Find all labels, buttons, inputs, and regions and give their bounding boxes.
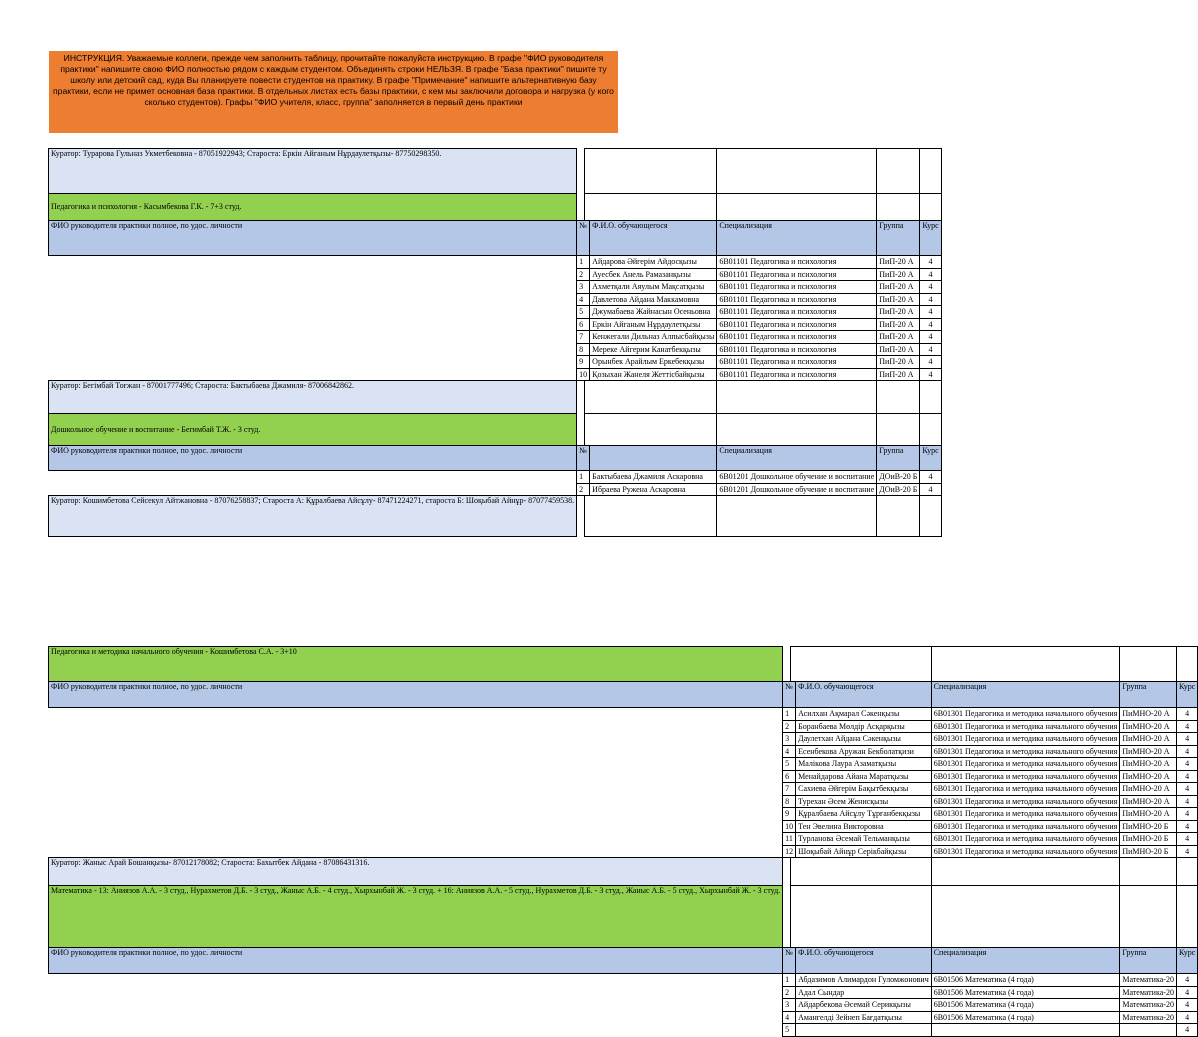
program-cell: Педагогика и методика начального обучения - Кошимбетова С.А. - 3+10 bbox=[49, 647, 783, 682]
program-cell: Математика - 13: Аниязов А.А. - 3 студ., Нурахметов Д.Б. - 3 студ., Жаныс А.Б. - 4 студ., Хырхынбай Ж. - 3 студ. + 16: Аниязов А.А. - 5 студ., Нурахметов Д.Б. - 3 студ., Жаныс А.Б. - 5 студ., Хырхынбай Ж. - 3 студ. bbox=[49, 886, 783, 948]
row-number: 5 bbox=[577, 306, 590, 319]
student-name: Есенбекова Аружан Бекболатқизи bbox=[796, 745, 932, 758]
student-name: Менайдарова Айана Маратқызы bbox=[796, 770, 932, 783]
table-row bbox=[49, 795, 1198, 808]
lead-cell bbox=[49, 770, 783, 783]
course: 4 bbox=[920, 318, 941, 331]
student-name: Айдарбекова Әсемай Серикқызы bbox=[796, 999, 932, 1012]
lead-cell bbox=[49, 483, 577, 496]
table-row bbox=[49, 845, 1198, 858]
group: ПиП-20 А bbox=[877, 281, 920, 294]
lead-cell bbox=[49, 293, 577, 306]
instruction-text: ИНСТРУКЦИЯ. Уважаемые коллеги, прежде чем заполнить таблицу, прочитайте пожалуйста инструкцию. В графе "ФИО руководителя практики" напишите свою ФИО полностью рядом с каждым студентом. Объединять строки НЕЛЬЗЯ. В графе "База практики" пишите ту школу или детский сад, куда Вы планируете повести студентов на практику. В графе "Примечание" напишите альтернативную базу практики, если не примет основная база практики. В отдельных листах есть базы практики, с кем мы заключили договора и нагрузка (у кого сколько студентов). Графы "ФИО учителя, класс, группа" заполняется в первый день практики bbox=[53, 53, 614, 107]
lead-cell bbox=[49, 331, 577, 344]
group: ДОиВ-20 Б bbox=[877, 471, 920, 484]
table-row bbox=[49, 293, 942, 306]
instruction-banner bbox=[49, 51, 618, 133]
student-name: Еркін Айганым Нұрдаулетқызы bbox=[590, 318, 717, 331]
student-name: Айдарова Әйгерім Айдосқызы bbox=[590, 256, 717, 269]
course: 4 bbox=[1176, 1024, 1197, 1037]
specialization: 6В01301 Педагогика и методика начального обучения bbox=[931, 833, 1120, 846]
table-row bbox=[49, 368, 942, 381]
lead-cell bbox=[49, 845, 783, 858]
group: ПиП-20 А bbox=[877, 356, 920, 369]
header-spec: Специализация bbox=[717, 221, 877, 256]
header-fio-lead: ФИО руководителя практики полное, по удос. личности bbox=[49, 446, 577, 471]
table-row bbox=[49, 974, 1198, 987]
lead-cell bbox=[49, 471, 577, 484]
course: 4 bbox=[920, 281, 941, 294]
specialization: 6В01301 Педагогика и методика начального обучения bbox=[931, 795, 1120, 808]
specialization: 6В01101 Педагогика и психология bbox=[717, 306, 877, 319]
row-number: 10 bbox=[783, 820, 796, 833]
header-fio-lead: ФИО руководителя практики полное, по удос. личности bbox=[49, 948, 783, 974]
student-name: Амангелді Зейнеп Бағдатқызы bbox=[796, 1011, 932, 1024]
course: 4 bbox=[920, 268, 941, 281]
lead-cell bbox=[49, 318, 577, 331]
student-name: Ибраева Ружена Аскаровна bbox=[590, 483, 717, 496]
curator-cell: Куратор: Кошимбетова Сейсекул Айтжановна - 87076258837; Староста А: Құралбаева Айсұлу- 87471224271, староста Б: Шоқыбай Айнұр- 87077459538. bbox=[49, 496, 577, 537]
group: Математика-20 bbox=[1120, 974, 1177, 987]
group: ПиП-20 А bbox=[877, 343, 920, 356]
header-num: № bbox=[783, 682, 796, 708]
header-fio-lead: ФИО руководителя практики полное, по удос. личности bbox=[49, 682, 783, 708]
student-name: Малікова Лаура Азаматқызы bbox=[796, 758, 932, 771]
student-name: Орынбек Арайлым Еркебекқызы bbox=[590, 356, 717, 369]
student-name: Ауесбек Анель Рамазанқызы bbox=[590, 268, 717, 281]
specialization: 6В01101 Педагогика и психология bbox=[717, 268, 877, 281]
course: 4 bbox=[1176, 1011, 1197, 1024]
specialization: 6В01201 Дошкольное обучение и воспитание bbox=[717, 471, 877, 484]
lead-cell bbox=[49, 986, 783, 999]
course: 4 bbox=[920, 306, 941, 319]
group: ПиП-20 А bbox=[877, 293, 920, 306]
lead-cell bbox=[49, 343, 577, 356]
table-row bbox=[49, 318, 942, 331]
header-group: Группа bbox=[877, 221, 920, 256]
table-row bbox=[49, 1011, 1198, 1024]
specialization: 6В01101 Педагогика и психология bbox=[717, 343, 877, 356]
student-name: Бактыбаева Джамиля Аскаровна bbox=[590, 471, 717, 484]
table-row bbox=[49, 268, 942, 281]
row-number: 5 bbox=[783, 758, 796, 771]
table-row bbox=[49, 745, 1198, 758]
lead-cell bbox=[49, 745, 783, 758]
specialization: 6В01301 Педагогика и методика начального обучения bbox=[931, 758, 1120, 771]
table-row bbox=[49, 770, 1198, 783]
group: ПиП-20 А bbox=[877, 318, 920, 331]
table-row bbox=[49, 331, 942, 344]
header-student: Ф.И.О. обучающегося bbox=[796, 948, 932, 974]
student-name: Джумабаева Жайнасын Осеньовна bbox=[590, 306, 717, 319]
specialization: 6В01301 Педагогика и методика начального обучения bbox=[931, 770, 1120, 783]
student-name: Қозыхан Жанеля Жеттісбайқызы bbox=[590, 368, 717, 381]
group: ПиМНО-20 Б bbox=[1120, 833, 1177, 846]
student-name: Турланова Әсемай Тельманқызы bbox=[796, 833, 932, 846]
table-row bbox=[49, 999, 1198, 1012]
group: ПиМНО-20 Б bbox=[1120, 820, 1177, 833]
group: ПиМНО-20 А bbox=[1120, 770, 1177, 783]
lead-cell bbox=[49, 974, 783, 987]
header-course: Курс bbox=[920, 221, 941, 256]
curator-cell: Куратор: Бегімбай Тоғжан - 87001777496; Староста: Бактыбаева Джамиля- 87006842862. bbox=[49, 381, 577, 414]
course: 4 bbox=[1176, 745, 1197, 758]
table-row bbox=[49, 833, 1198, 846]
student-name bbox=[796, 1024, 932, 1037]
table-row bbox=[49, 733, 1198, 746]
course: 4 bbox=[1176, 986, 1197, 999]
table-row bbox=[49, 483, 942, 496]
group: ПиМНО-20 А bbox=[1120, 795, 1177, 808]
row-number: 12 bbox=[783, 845, 796, 858]
course: 4 bbox=[1176, 974, 1197, 987]
table-row bbox=[49, 758, 1198, 771]
group: ПиП-20 А bbox=[877, 306, 920, 319]
student-name: Давлетова Айдана Маккамовна bbox=[590, 293, 717, 306]
row-number: 6 bbox=[783, 770, 796, 783]
group: ПиП-20 А bbox=[877, 368, 920, 381]
student-name: Боранбаева Мөлдір Асқарқызы bbox=[796, 720, 932, 733]
specialization: 6В01506 Математика (4 года) bbox=[931, 986, 1120, 999]
header-num: № bbox=[577, 446, 590, 471]
row-number: 1 bbox=[783, 708, 796, 721]
specialization: 6В01301 Педагогика и методика начального обучения bbox=[931, 720, 1120, 733]
row-number: 2 bbox=[577, 268, 590, 281]
course: 4 bbox=[920, 483, 941, 496]
row-number: 3 bbox=[577, 281, 590, 294]
row-number: 4 bbox=[577, 293, 590, 306]
row-number: 11 bbox=[783, 833, 796, 846]
student-name: Шоқыбай Айнұр Серікбайқызы bbox=[796, 845, 932, 858]
group: Математика-20 bbox=[1120, 999, 1177, 1012]
lead-cell bbox=[49, 720, 783, 733]
lead-cell bbox=[49, 1011, 783, 1024]
row-number: 9 bbox=[577, 356, 590, 369]
student-name: Кенжегали Дильназ Алпысбайқызы bbox=[590, 331, 717, 344]
course: 4 bbox=[920, 343, 941, 356]
lead-cell bbox=[49, 733, 783, 746]
course: 4 bbox=[1176, 833, 1197, 846]
lead-cell bbox=[49, 281, 577, 294]
specialization: 6В01301 Педагогика и методика начального обучения bbox=[931, 708, 1120, 721]
row-number: 6 bbox=[577, 318, 590, 331]
specialization: 6В01301 Педагогика и методика начального обучения bbox=[931, 783, 1120, 796]
row-number: 2 bbox=[783, 720, 796, 733]
specialization: 6В01201 Дошкольное обучение и воспитание bbox=[717, 483, 877, 496]
table-row bbox=[49, 356, 942, 369]
row-number: 7 bbox=[577, 331, 590, 344]
specialization: 6В01101 Педагогика и психология bbox=[717, 368, 877, 381]
header-student: Ф.И.О. обучающегося bbox=[590, 221, 717, 256]
course: 4 bbox=[1176, 845, 1197, 858]
row-number: 9 bbox=[783, 808, 796, 821]
course: 4 bbox=[1176, 808, 1197, 821]
table-row bbox=[49, 471, 942, 484]
curator-cell: Куратор: Жаныс Арай Бошанқызы- 87012178082; Староста: Бахытбек Айдана - 87086431316. bbox=[49, 858, 783, 886]
student-name: Тен Эвелина Викторовна bbox=[796, 820, 932, 833]
course: 4 bbox=[920, 256, 941, 269]
group: ПиП-20 А bbox=[877, 331, 920, 344]
program-cell: Педагогика и психология - Касымбекова Г.К. - 7+3 студ. bbox=[49, 194, 577, 221]
lead-cell bbox=[49, 808, 783, 821]
lead-cell bbox=[49, 306, 577, 319]
course: 4 bbox=[920, 471, 941, 484]
lead-cell bbox=[49, 833, 783, 846]
group: ПиМНО-20 А bbox=[1120, 808, 1177, 821]
row-number: 8 bbox=[783, 795, 796, 808]
table-row bbox=[49, 820, 1198, 833]
course: 4 bbox=[920, 368, 941, 381]
lead-cell bbox=[49, 820, 783, 833]
lead-cell bbox=[49, 268, 577, 281]
specialization: 6В01506 Математика (4 года) bbox=[931, 974, 1120, 987]
course: 4 bbox=[1176, 708, 1197, 721]
group: ПиМНО-20 А bbox=[1120, 720, 1177, 733]
group: Математика-20 bbox=[1120, 986, 1177, 999]
header-fio-lead: ФИО руководителя практики полное, по удос. личности bbox=[49, 221, 577, 256]
table-row bbox=[49, 986, 1198, 999]
student-name: Мереке Айгерим Канатбекқызы bbox=[590, 343, 717, 356]
course: 4 bbox=[1176, 770, 1197, 783]
table-row bbox=[49, 783, 1198, 796]
table-row bbox=[49, 281, 942, 294]
course: 4 bbox=[1176, 795, 1197, 808]
group: ПиМНО-20 А bbox=[1120, 758, 1177, 771]
header-spec: Специализация bbox=[931, 682, 1120, 708]
course: 4 bbox=[1176, 720, 1197, 733]
specialization: 6В01101 Педагогика и психология bbox=[717, 281, 877, 294]
row-number: 1 bbox=[577, 256, 590, 269]
header-spec: Специализация bbox=[931, 948, 1120, 974]
lead-cell bbox=[49, 708, 783, 721]
group: ДОиВ-20 Б bbox=[877, 483, 920, 496]
group: ПиП-20 А bbox=[877, 256, 920, 269]
row-number: 1 bbox=[577, 471, 590, 484]
header-num: № bbox=[577, 221, 590, 256]
specialization: 6В01301 Педагогика и методика начального обучения bbox=[931, 820, 1120, 833]
lead-cell bbox=[49, 999, 783, 1012]
header-group: Группа bbox=[1120, 682, 1177, 708]
specialization: 6В01101 Педагогика и психология bbox=[717, 293, 877, 306]
specialization: 6В01301 Педагогика и методика начального обучения bbox=[931, 808, 1120, 821]
specialization: 6В01101 Педагогика и психология bbox=[717, 356, 877, 369]
sheet-table-2 bbox=[48, 646, 1198, 1037]
lead-cell bbox=[49, 758, 783, 771]
group: ПиМНО-20 А bbox=[1120, 783, 1177, 796]
specialization: 6В01301 Педагогика и методика начального обучения bbox=[931, 733, 1120, 746]
specialization: 6В01506 Математика (4 года) bbox=[931, 1011, 1120, 1024]
row-number: 4 bbox=[783, 745, 796, 758]
table-row bbox=[49, 306, 942, 319]
specialization: 6В01101 Педагогика и психология bbox=[717, 256, 877, 269]
specialization bbox=[931, 1024, 1120, 1037]
group: Математика-20 bbox=[1120, 1011, 1177, 1024]
header-group: Группа bbox=[877, 446, 920, 471]
row-number: 3 bbox=[783, 733, 796, 746]
student-name: Асилхан Ақмарал Сәкенқызы bbox=[796, 708, 932, 721]
student-name: Даулетхан Айдана Сәкенқызы bbox=[796, 733, 932, 746]
header-group: Группа bbox=[1120, 948, 1177, 974]
lead-cell bbox=[49, 795, 783, 808]
specialization: 6В01301 Педагогика и методика начального обучения bbox=[931, 845, 1120, 858]
row-number: 10 bbox=[577, 368, 590, 381]
lead-cell bbox=[49, 368, 577, 381]
lead-cell bbox=[49, 783, 783, 796]
course: 4 bbox=[1176, 820, 1197, 833]
specialization: 6В01101 Педагогика и психология bbox=[717, 331, 877, 344]
lead-cell bbox=[49, 1024, 783, 1037]
table-row bbox=[49, 1024, 1198, 1037]
student-name: Ахметқали Аяулым Мақсатқызы bbox=[590, 281, 717, 294]
student-name: Турехан Әсем Женисқызы bbox=[796, 795, 932, 808]
group: ПиМНО-20 А bbox=[1120, 708, 1177, 721]
course: 4 bbox=[920, 293, 941, 306]
row-number: 1 bbox=[783, 974, 796, 987]
course: 4 bbox=[920, 356, 941, 369]
specialization: 6В01101 Педагогика и психология bbox=[717, 318, 877, 331]
student-name: Абдазимов Алимардон Гуломжонович bbox=[796, 974, 932, 987]
course: 4 bbox=[1176, 733, 1197, 746]
student-name: Адал Сындар bbox=[796, 986, 932, 999]
header-student: Ф.И.О. обучающегося bbox=[796, 682, 932, 708]
header-course: Курс bbox=[1176, 948, 1197, 974]
header-course: Курс bbox=[920, 446, 941, 471]
lead-cell bbox=[49, 356, 577, 369]
row-number: 4 bbox=[783, 1011, 796, 1024]
row-number: 3 bbox=[783, 999, 796, 1012]
row-number: 5 bbox=[783, 1024, 796, 1037]
row-number: 2 bbox=[783, 986, 796, 999]
course: 4 bbox=[1176, 783, 1197, 796]
row-number: 8 bbox=[577, 343, 590, 356]
header-spec: Специализация bbox=[717, 446, 877, 471]
group bbox=[1120, 1024, 1177, 1037]
specialization: 6В01506 Математика (4 года) bbox=[931, 999, 1120, 1012]
group: ПиМНО-20 А bbox=[1120, 745, 1177, 758]
course: 4 bbox=[1176, 999, 1197, 1012]
header-course: Курс bbox=[1176, 682, 1197, 708]
group: ПиМНО-20 Б bbox=[1120, 845, 1177, 858]
sheet-table-1 bbox=[48, 148, 942, 537]
group: ПиМНО-20 А bbox=[1120, 733, 1177, 746]
specialization: 6В01301 Педагогика и методика начального обучения bbox=[931, 745, 1120, 758]
table-row bbox=[49, 720, 1198, 733]
table-row bbox=[49, 256, 942, 269]
student-name: Құралбаева Айсұлу Тұрғанбекқызы bbox=[796, 808, 932, 821]
course: 4 bbox=[1176, 758, 1197, 771]
header-num: № bbox=[783, 948, 796, 974]
table-row bbox=[49, 808, 1198, 821]
curator-cell: Куратор: Турарова Гульназ Укметбековна - 87051922943; Староста: Еркін Айганым Нұрдаулетқызы- 87750298350. bbox=[49, 149, 577, 194]
program-cell: Дошкольное обучение и воспитание - Бегимбай Т.Ж. - 3 студ. bbox=[49, 414, 577, 446]
table-row bbox=[49, 343, 942, 356]
lead-cell bbox=[49, 256, 577, 269]
row-number: 7 bbox=[783, 783, 796, 796]
course: 4 bbox=[920, 331, 941, 344]
student-name: Сахиева Әйгерім Бақытбекқызы bbox=[796, 783, 932, 796]
row-number: 2 bbox=[577, 483, 590, 496]
table-row bbox=[49, 708, 1198, 721]
group: ПиП-20 А bbox=[877, 268, 920, 281]
